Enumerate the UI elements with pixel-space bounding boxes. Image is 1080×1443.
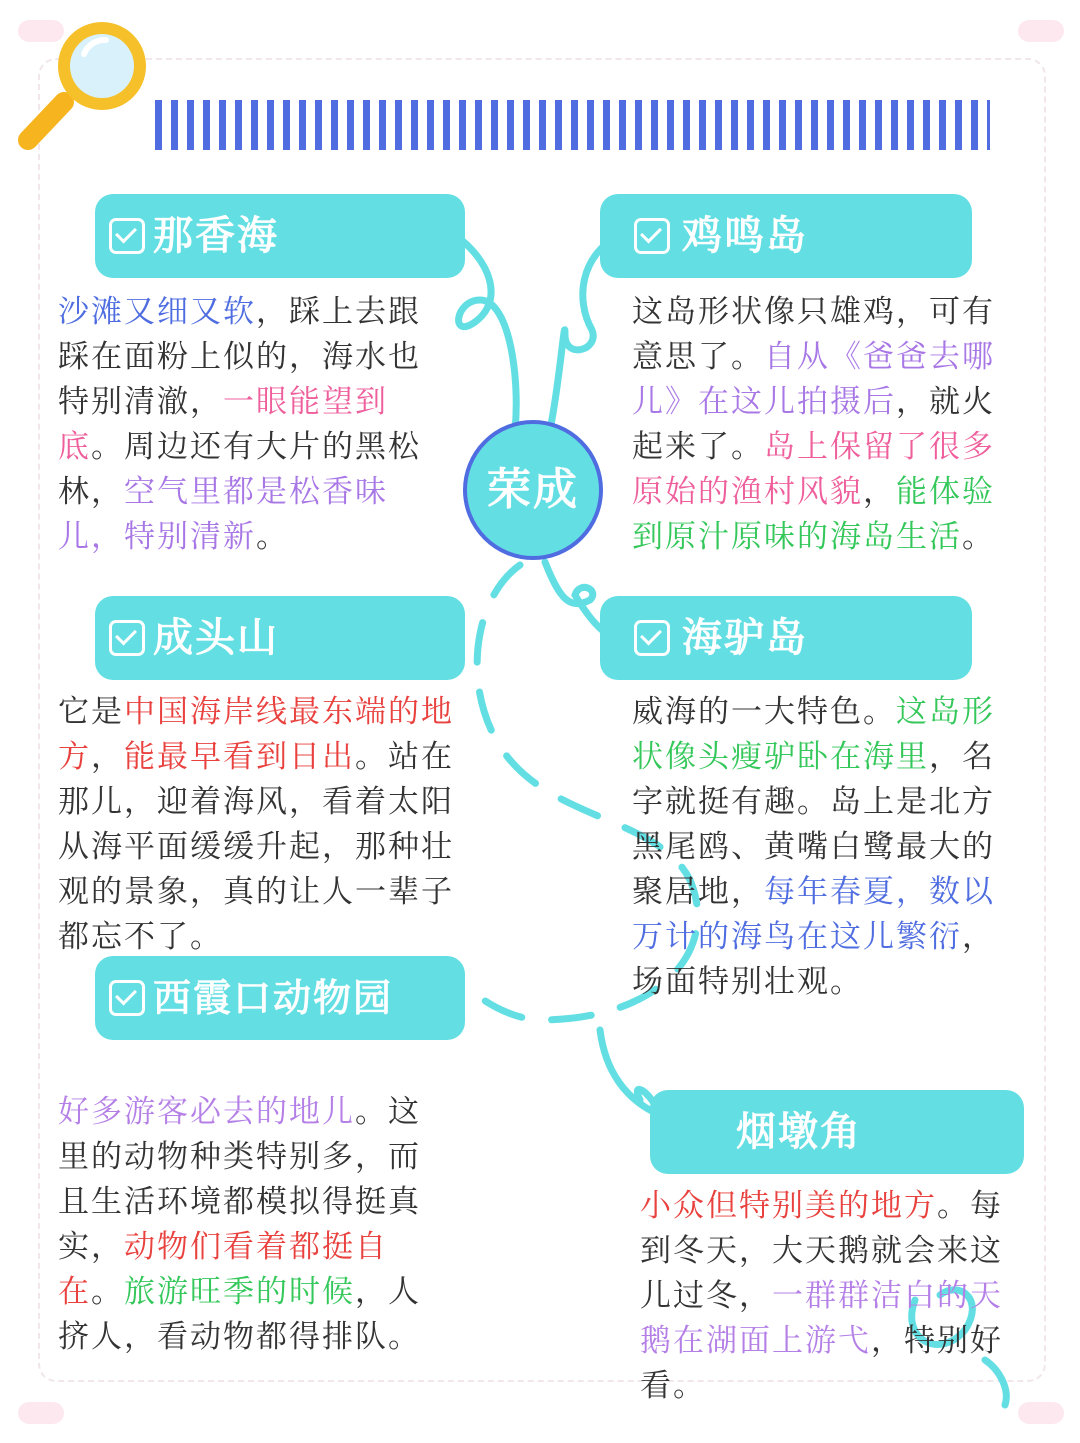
desc-segment: 小众但特别美的地方 <box>640 1188 937 1224</box>
center-label: 荣成 <box>487 464 579 515</box>
desc-segment: ，人挤人，看动物都得排队。 <box>58 1274 421 1355</box>
desc-segment: 旅游旺季的时候 <box>124 1274 355 1310</box>
desc-segment: ，场面特别壮观。 <box>632 919 995 1000</box>
spot-desc-chengtoushan <box>58 690 463 960</box>
desc-segment: ，名字就挺有趣。岛上是北方黑尾鸥、黄嘴白鹭最大的聚居地， <box>632 739 995 910</box>
desc-segment: 沙滩又细又软 <box>58 294 256 330</box>
desc-segment: ，踩上去跟踩在面粉上似的，海水也特别清澈， <box>58 294 421 420</box>
desc-segment: 它是 <box>58 694 124 730</box>
spot-desc-hailvdao <box>632 690 1024 1005</box>
tag-xixiakou-zoo <box>95 956 465 1040</box>
spot-desc-yandunjiao <box>640 1184 1024 1409</box>
desc-segment: 能最早看到日出 <box>124 739 355 775</box>
desc-segment: 空气里都是松香味儿，特别清新 <box>58 474 388 555</box>
desc-segment: 动物们看着都挺自在 <box>58 1229 388 1310</box>
spot-title: 海驴岛 <box>682 615 808 661</box>
desc-segment: 岛上保留了很多原始的渔村风貌 <box>632 429 995 510</box>
desc-segment: 好多游客必去的地儿 <box>58 1094 355 1130</box>
desc-segment: ， <box>863 474 896 510</box>
desc-segment: ，特别好看。 <box>640 1323 1003 1404</box>
checkbox-icon <box>109 218 145 254</box>
desc-segment: ，就火起来了。 <box>632 384 995 465</box>
desc-segment: 这岛形状像头瘦驴卧在海里 <box>632 694 995 775</box>
tag-naxianghai <box>95 194 465 278</box>
spot-title: 鸡鸣岛 <box>682 213 808 259</box>
tag-yandunjiao <box>650 1090 1024 1174</box>
desc-segment: ， <box>91 739 124 775</box>
desc-segment: 威海的一大特色。 <box>632 694 896 730</box>
spot-title: 烟墩角 <box>736 1109 862 1155</box>
spot-desc-jimingdao <box>632 290 1024 560</box>
desc-segment: 能体验到原汁原味的海岛生活 <box>632 474 995 555</box>
tag-chengtoushan <box>95 596 465 680</box>
desc-segment: 。 <box>91 1274 124 1310</box>
desc-segment: 自从《爸爸去哪儿》在这儿拍摄后 <box>632 339 995 420</box>
tag-jimingdao <box>600 194 972 278</box>
desc-segment: 。站在那儿，迎着海风，看着太阳从海平面缓缓升起，那种壮观的景象，真的让人一辈子都忘不了。 <box>58 739 454 955</box>
spot-desc-xixiakou-zoo <box>58 1090 443 1360</box>
desc-segment: 。 <box>962 519 995 555</box>
desc-segment: 。这里的动物种类特别多，而且生活环境都模拟得挺真实， <box>58 1094 421 1265</box>
desc-segment: 一眼能望到底 <box>58 384 388 465</box>
checkbox-icon <box>109 620 145 656</box>
desc-segment: 每年春夏，数以万计的海鸟在这儿繁衍 <box>632 874 995 955</box>
checkbox-icon <box>634 218 670 254</box>
desc-segment: 。周边还有大片的黑松林， <box>58 429 421 510</box>
tag-hailvdao <box>600 596 972 680</box>
desc-segment: 。 <box>256 519 289 555</box>
spot-title: 成头山 <box>153 615 279 661</box>
center-circle <box>463 420 603 560</box>
desc-segment: 一群群洁白的天鹅在湖面上游弋 <box>640 1278 1003 1359</box>
spot-title: 那香海 <box>153 213 279 259</box>
desc-segment: 。每到冬天，大天鹅就会来这儿过冬， <box>640 1188 1003 1314</box>
spot-title: 西霞口动物园 <box>153 976 394 1020</box>
checkbox-icon <box>634 620 670 656</box>
desc-segment: 这岛形状像只雄鸡，可有意思了。 <box>632 294 995 375</box>
desc-segment: 中国海岸线最东端的地方 <box>58 694 454 775</box>
spot-desc-naxianghai <box>58 290 443 560</box>
checkbox-icon <box>109 980 145 1016</box>
